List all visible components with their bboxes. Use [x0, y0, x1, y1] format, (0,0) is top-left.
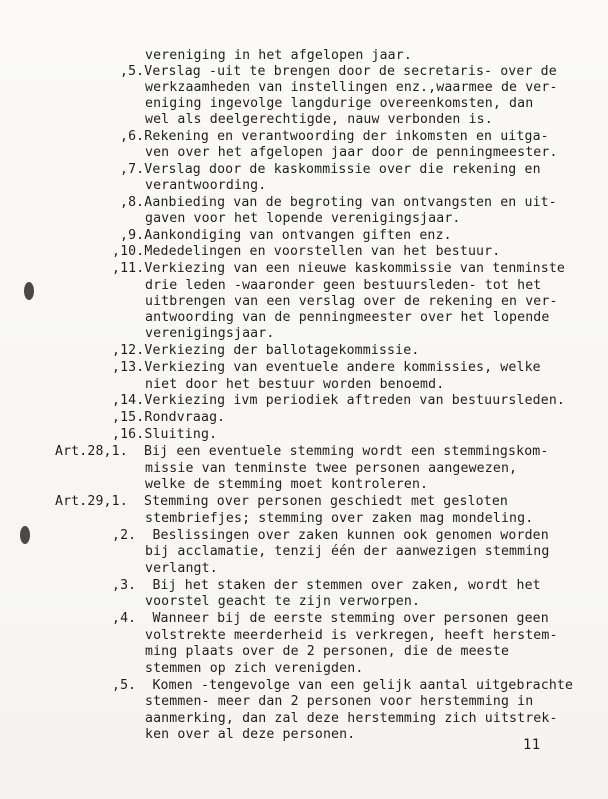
text-line-32: verlangt. [145, 561, 218, 576]
text-line-5: wel als deelgerechtigde, nauw verbonden is. [145, 112, 493, 127]
text-line-28: Art.29,1. Stemming over personen geschiedt met gesloten [55, 494, 509, 509]
text-line-19: ,12.Verkiezing der ballotagekommissie. [112, 343, 420, 358]
punch-hole-bottom [20, 526, 30, 544]
text-line-6: ,6.Rekening en verantwoording der inkomsten en uitga- [120, 129, 549, 144]
text-line-34: voorstel geacht te zijn verworpen. [145, 594, 421, 609]
text-line-36: volstrekte meerderheid is verkregen, heeft herstem- [145, 628, 558, 643]
text-line-7: ven over het afgelopen jaar door de penningmeester. [145, 145, 558, 160]
text-line-31: bij acclamatie, tenzij één der aanwezigen stemming [145, 544, 550, 559]
text-line-17: antwoording van de penningmeester over het lopende [145, 310, 550, 325]
text-line-1: vereniging in het afgelopen jaar. [145, 48, 412, 63]
text-line-21: niet door het bestuur worden benoemd. [145, 377, 445, 392]
text-line-9: verantwoording. [145, 178, 267, 193]
text-line-16: uitbrengen van een verslag over de rekening en ver- [145, 294, 558, 309]
text-line-42: ken over al deze personen. [145, 727, 356, 742]
text-line-26: missie van tenminste twee personen aangewezen, [145, 461, 518, 476]
text-line-15: drie leden -waaronder geen bestuursleden- tot het [145, 278, 542, 293]
punch-hole-top [24, 282, 34, 300]
text-line-33: ,3. Bij het staken der stemmen over zaken, wordt het [112, 578, 541, 593]
text-line-39: ,5. Komen -tengevolge van een gelijk aantal uitgebrachte [112, 678, 574, 693]
text-line-18: verenigingsjaar. [145, 326, 275, 341]
text-line-37: ming plaats over de 2 personen, die de meeste [145, 644, 510, 659]
text-line-38: stemmen op zich verenigden. [145, 661, 364, 676]
text-line-40: stemmen- meer dan 2 personen voor herstemming in [145, 694, 534, 709]
text-line-2: ,5.Verslag -uit te brengen door de secretaris- over de [120, 64, 557, 79]
text-line-41: aanmerking, dan zal deze herstemming zich uitstrek- [145, 711, 558, 726]
text-line-12: ,9.Aankondiging van ontvangen giften enz. [120, 228, 452, 243]
page-number: 11 [523, 737, 541, 753]
text-line-8: ,7.Verslag door de kaskommissie over die rekening en [120, 162, 541, 177]
text-line-14: ,11.Verkiezing van een nieuwe kaskommissie van tenminste [112, 261, 566, 276]
text-line-20: ,13.Verkiezing van eventuele andere kommissies, welke [112, 360, 541, 375]
text-line-25: Art.28,1. Bij een eventuele stemming wordt een stemmingskom- [55, 444, 549, 459]
text-line-24: ,16.Sluiting. [112, 427, 218, 442]
text-line-13: ,10.Mededelingen en voorstellen van het bestuur. [112, 244, 501, 259]
text-line-23: ,15.Rondvraag. [112, 410, 226, 425]
text-line-22: ,14.Verkiezing ivm periodiek aftreden van bestuursleden. [112, 393, 566, 408]
text-line-35: ,4. Wanneer bij de eerste stemming over personen geen [112, 611, 549, 626]
text-line-30: ,2. Beslissingen over zaken kunnen ook genomen worden [112, 528, 549, 543]
text-line-3: werkzaamheden van instellingen enz.,waarmee de ver- [145, 80, 558, 95]
text-line-10: ,8.Aanbieding van de begroting van ontvangsten en uit- [120, 195, 557, 210]
text-line-29: stembriefjes; stemming over zaken mag mondeling. [145, 511, 534, 526]
text-line-4: eniging ingevolge langdurige overeenkomsten, dan [145, 96, 534, 111]
text-line-11: gaven voor het lopende verenigingsjaar. [145, 211, 461, 226]
text-line-27: welke de stemming moet kontroleren. [145, 477, 429, 492]
